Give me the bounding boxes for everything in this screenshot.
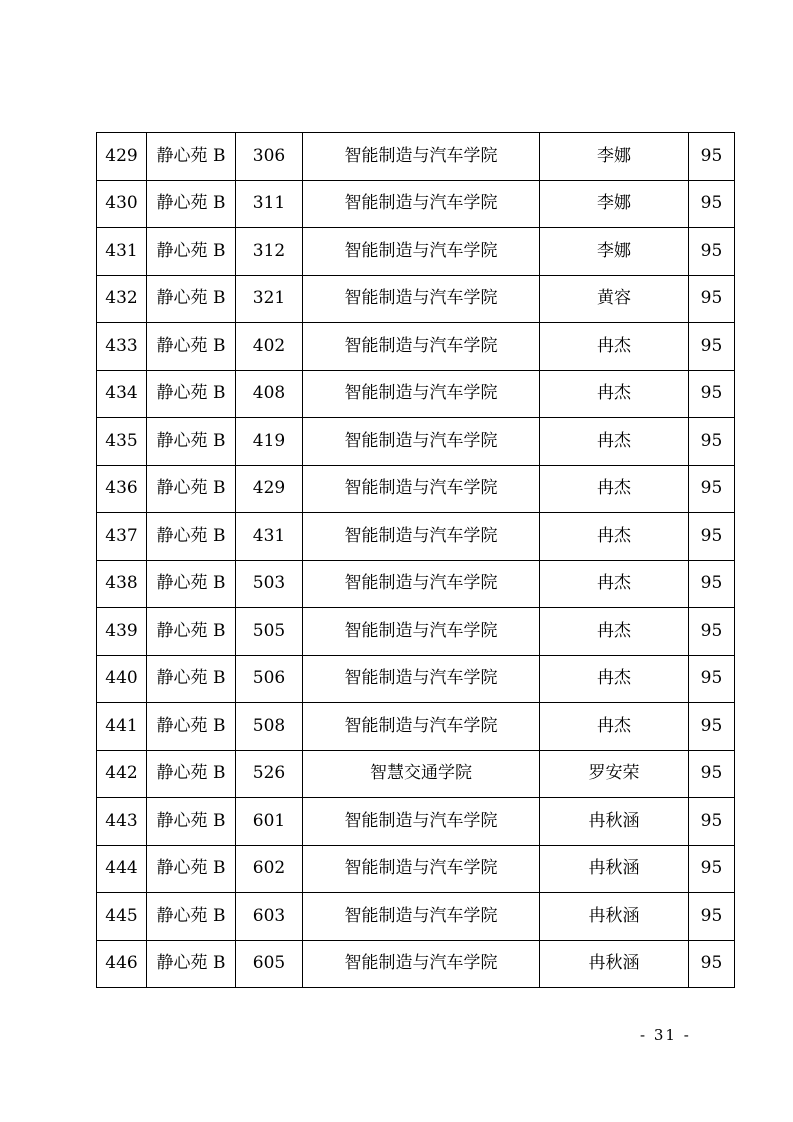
person-in-charge-cell: 冉杰 [540, 560, 689, 608]
building-cell: 静心苑 B [147, 370, 236, 418]
college-cell: 智能制造与汽车学院 [303, 893, 540, 941]
room-number-cell: 429 [236, 465, 303, 513]
college-cell: 智能制造与汽车学院 [303, 940, 540, 988]
building-cell: 静心苑 B [147, 798, 236, 846]
room-number-cell: 311 [236, 180, 303, 228]
room-number-cell: 603 [236, 893, 303, 941]
row-number-cell: 442 [97, 750, 147, 798]
row-number-cell: 437 [97, 513, 147, 561]
building-cell: 静心苑 B [147, 513, 236, 561]
person-in-charge-cell: 冉杰 [540, 608, 689, 656]
room-number-cell: 503 [236, 560, 303, 608]
room-number-cell: 431 [236, 513, 303, 561]
building-cell: 静心苑 B [147, 418, 236, 466]
college-cell: 智能制造与汽车学院 [303, 703, 540, 751]
person-in-charge-cell: 冉杰 [540, 513, 689, 561]
table-row [97, 655, 735, 703]
college-cell: 智能制造与汽车学院 [303, 513, 540, 561]
table-row [97, 133, 735, 181]
table-row [97, 180, 735, 228]
table-row [97, 560, 735, 608]
score-cell: 95 [689, 703, 735, 751]
score-cell: 95 [689, 940, 735, 988]
row-number-cell: 443 [97, 798, 147, 846]
college-cell: 智能制造与汽车学院 [303, 845, 540, 893]
person-in-charge-cell: 冉杰 [540, 323, 689, 371]
college-cell: 智能制造与汽车学院 [303, 655, 540, 703]
score-cell: 95 [689, 513, 735, 561]
table-row [97, 798, 735, 846]
person-in-charge-cell: 冉秋涵 [540, 845, 689, 893]
building-cell: 静心苑 B [147, 323, 236, 371]
college-cell: 智能制造与汽车学院 [303, 180, 540, 228]
room-number-cell: 419 [236, 418, 303, 466]
room-number-cell: 602 [236, 845, 303, 893]
college-cell: 智慧交通学院 [303, 750, 540, 798]
college-cell: 智能制造与汽车学院 [303, 370, 540, 418]
score-cell: 95 [689, 418, 735, 466]
building-cell: 静心苑 B [147, 180, 236, 228]
person-in-charge-cell: 冉杰 [540, 418, 689, 466]
score-cell: 95 [689, 228, 735, 276]
row-number-cell: 429 [97, 133, 147, 181]
person-in-charge-cell: 冉杰 [540, 703, 689, 751]
person-in-charge-cell: 冉秋涵 [540, 893, 689, 941]
room-number-cell: 312 [236, 228, 303, 276]
college-cell: 智能制造与汽车学院 [303, 228, 540, 276]
building-cell: 静心苑 B [147, 275, 236, 323]
score-cell: 95 [689, 750, 735, 798]
person-in-charge-cell: 冉秋涵 [540, 940, 689, 988]
room-number-cell: 402 [236, 323, 303, 371]
row-number-cell: 436 [97, 465, 147, 513]
table-row [97, 370, 735, 418]
room-number-cell: 506 [236, 655, 303, 703]
row-number-cell: 433 [97, 323, 147, 371]
person-in-charge-cell: 冉杰 [540, 655, 689, 703]
college-cell: 智能制造与汽车学院 [303, 608, 540, 656]
table-row [97, 750, 735, 798]
room-number-cell: 306 [236, 133, 303, 181]
row-number-cell: 431 [97, 228, 147, 276]
college-cell: 智能制造与汽车学院 [303, 275, 540, 323]
building-cell: 静心苑 B [147, 465, 236, 513]
building-cell: 静心苑 B [147, 940, 236, 988]
page-number: - 31 - [640, 1026, 691, 1044]
room-number-cell: 526 [236, 750, 303, 798]
score-cell: 95 [689, 608, 735, 656]
building-cell: 静心苑 B [147, 845, 236, 893]
row-number-cell: 438 [97, 560, 147, 608]
college-cell: 智能制造与汽车学院 [303, 798, 540, 846]
score-cell: 95 [689, 180, 735, 228]
college-cell: 智能制造与汽车学院 [303, 465, 540, 513]
score-cell: 95 [689, 845, 735, 893]
building-cell: 静心苑 B [147, 228, 236, 276]
table-row [97, 323, 735, 371]
room-number-cell: 508 [236, 703, 303, 751]
row-number-cell: 439 [97, 608, 147, 656]
table-row [97, 228, 735, 276]
room-number-cell: 505 [236, 608, 303, 656]
score-cell: 95 [689, 275, 735, 323]
building-cell: 静心苑 B [147, 133, 236, 181]
building-cell: 静心苑 B [147, 560, 236, 608]
person-in-charge-cell: 冉秋涵 [540, 798, 689, 846]
table-row [97, 513, 735, 561]
person-in-charge-cell: 李娜 [540, 228, 689, 276]
room-number-cell: 408 [236, 370, 303, 418]
table-row [97, 893, 735, 941]
table-row [97, 608, 735, 656]
row-number-cell: 441 [97, 703, 147, 751]
row-number-cell: 446 [97, 940, 147, 988]
person-in-charge-cell: 冉杰 [540, 465, 689, 513]
room-number-cell: 321 [236, 275, 303, 323]
college-cell: 智能制造与汽车学院 [303, 418, 540, 466]
score-cell: 95 [689, 133, 735, 181]
room-number-cell: 601 [236, 798, 303, 846]
person-in-charge-cell: 李娜 [540, 180, 689, 228]
college-cell: 智能制造与汽车学院 [303, 133, 540, 181]
row-number-cell: 435 [97, 418, 147, 466]
row-number-cell: 445 [97, 893, 147, 941]
building-cell: 静心苑 B [147, 703, 236, 751]
college-cell: 智能制造与汽车学院 [303, 560, 540, 608]
person-in-charge-cell: 冉杰 [540, 370, 689, 418]
dormitory-score-table [96, 132, 735, 988]
row-number-cell: 434 [97, 370, 147, 418]
person-in-charge-cell: 李娜 [540, 133, 689, 181]
room-number-cell: 605 [236, 940, 303, 988]
score-cell: 95 [689, 370, 735, 418]
college-cell: 智能制造与汽车学院 [303, 323, 540, 371]
table-body [97, 133, 735, 988]
score-cell: 95 [689, 465, 735, 513]
person-in-charge-cell: 罗安荣 [540, 750, 689, 798]
row-number-cell: 432 [97, 275, 147, 323]
table-row [97, 940, 735, 988]
row-number-cell: 444 [97, 845, 147, 893]
score-cell: 95 [689, 323, 735, 371]
row-number-cell: 440 [97, 655, 147, 703]
score-cell: 95 [689, 798, 735, 846]
score-cell: 95 [689, 893, 735, 941]
table-row [97, 845, 735, 893]
person-in-charge-cell: 黄容 [540, 275, 689, 323]
building-cell: 静心苑 B [147, 655, 236, 703]
table-row [97, 465, 735, 513]
building-cell: 静心苑 B [147, 750, 236, 798]
score-cell: 95 [689, 655, 735, 703]
table-row [97, 703, 735, 751]
row-number-cell: 430 [97, 180, 147, 228]
building-cell: 静心苑 B [147, 608, 236, 656]
table-row [97, 275, 735, 323]
building-cell: 静心苑 B [147, 893, 236, 941]
score-cell: 95 [689, 560, 735, 608]
table-row [97, 418, 735, 466]
